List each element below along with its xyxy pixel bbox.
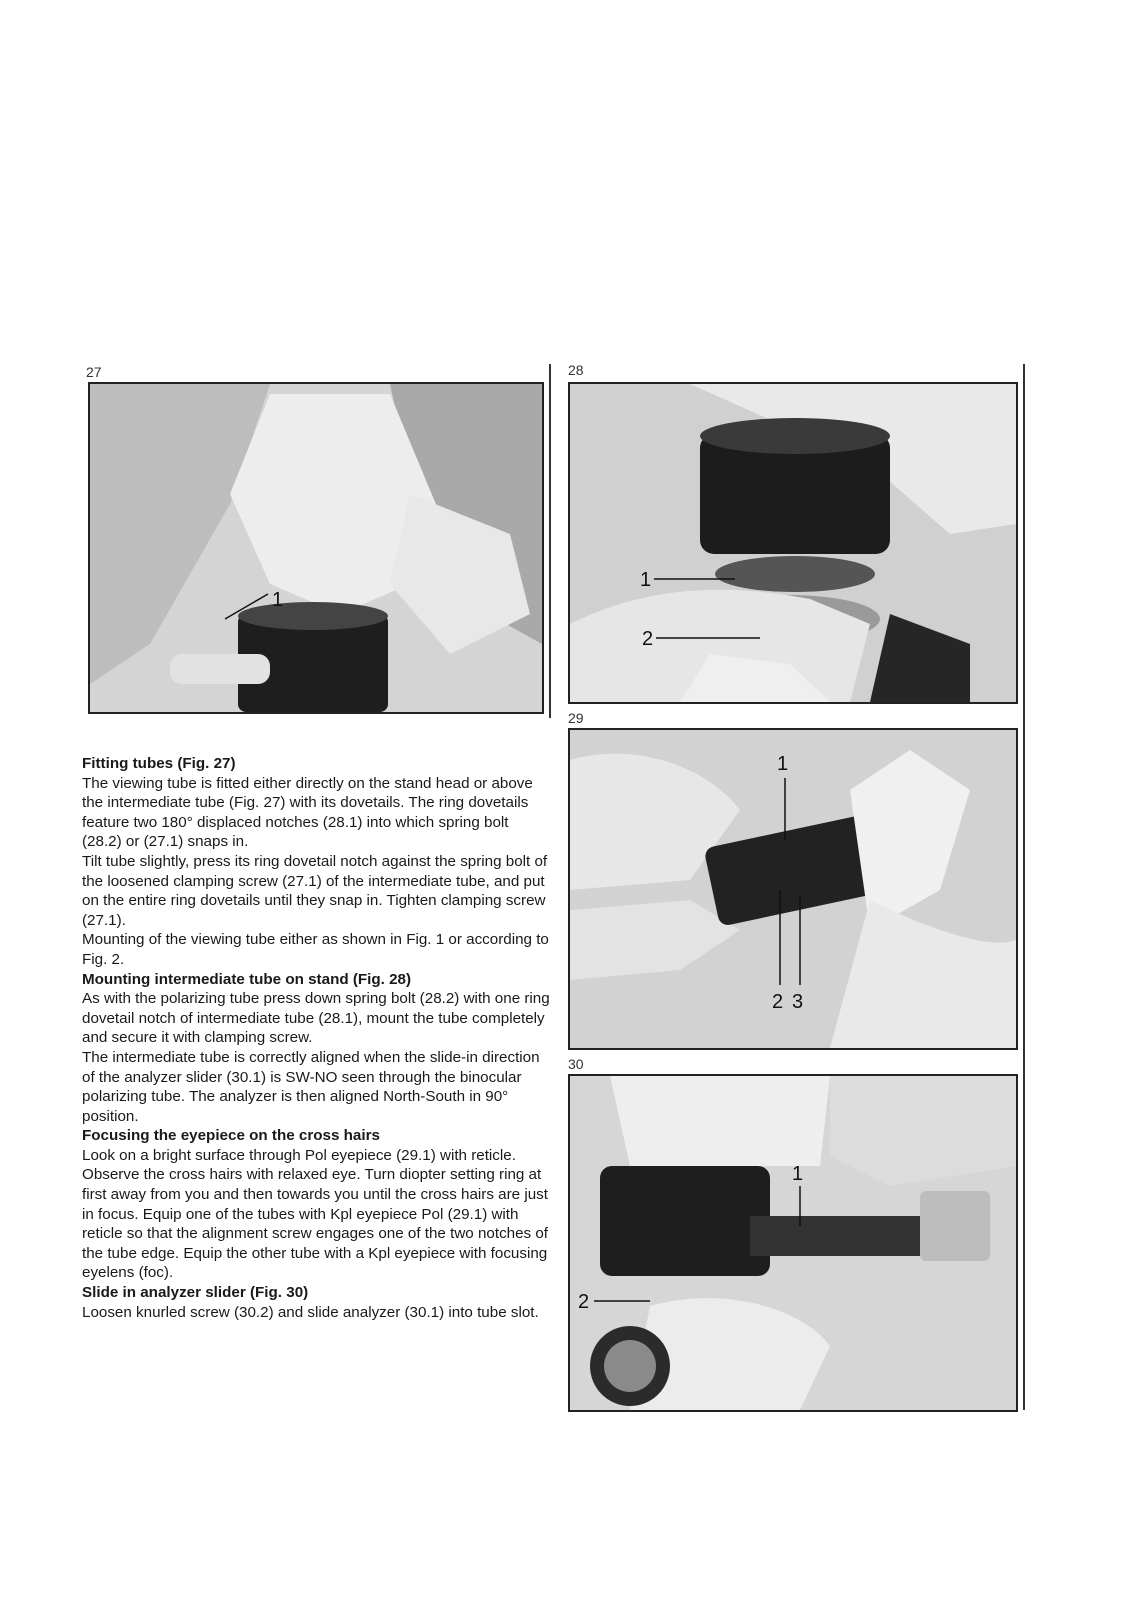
paragraph: Loosen knurled screw (30.2) and slide analyzer (30.1) into tube slot.: [82, 1303, 539, 1321]
instruction-text: [82, 754, 552, 1322]
paragraph: The intermediate tube is correctly aligned when the slide-in direction of the analyzer slider (30.1) is SW-NO seen through the binocular polarizing tube. The analyzer is then aligned North-South in 90° position.: [82, 1048, 540, 1125]
figure-29-photo: [568, 728, 1018, 1050]
paragraph: Look on a bright surface through Pol eyepiece (29.1) with reticle. Observe the cross hairs with relaxed eye. Turn diopter setting ring at first away from you and then towards you until the cross hairs are just in focus. Equip one of the tubes with Kpl eyepiece Pol (29.1) with reticle so that the alignment screw engages one of the two notches of the tube edge. Equip the other tube with a Kpl eyepiece with focusing eyelens (foc).: [82, 1146, 549, 1282]
figure-30-callout-1: 1: [792, 1163, 804, 1185]
figure-30-number: 30: [568, 1056, 584, 1072]
figure-28-callout-2: 2: [642, 628, 654, 650]
figure-30-callout-2: 2: [578, 1291, 590, 1313]
paragraph: Tilt tube slightly, press its ring dovetail notch against the spring bolt of the loosened clamping screw (27.1) of the intermediate tube, and put on the entire ring dovetails until they snap in. Tighten clamping screw (27.1).: [82, 852, 548, 929]
figure-29-illustration: [570, 730, 1016, 1048]
column-divider: [549, 364, 551, 718]
figure-30-illustration: [570, 1076, 1016, 1410]
figure-27-illustration: [90, 384, 542, 712]
figure-27-photo: [88, 382, 544, 714]
paragraph: As with the polarizing tube press down spring bolt (28.2) with one ring dovetail notch of intermediate tube (28.1), mount the tube completely and secure it with clamping screw.: [82, 990, 550, 1047]
paragraph: The viewing tube is fitted either directly on the stand head or above the intermediate tube (Fig. 27) with its dovetails. The ring dovetails feature two 180° displaced notches (28.1) into which spring bolt (28.2) or (27.1) snaps in.: [82, 774, 533, 851]
figure-28-photo: [568, 382, 1018, 704]
figure-27-number: 27: [86, 364, 102, 380]
section-heading-mounting-intermediate-tube: Mounting intermediate tube on stand (Fig. 28): [82, 970, 412, 988]
figure-27-callout-1: 1: [272, 589, 284, 611]
section-heading-analyzer-slider: Slide in analyzer slider (Fig. 30): [82, 1284, 309, 1302]
figure-28-illustration: [570, 384, 1016, 702]
paragraph: Mounting of the viewing tube either as shown in Fig. 1 or according to Fig. 2.: [82, 931, 549, 968]
figure-30-photo: [568, 1074, 1018, 1412]
right-margin-rule: [1023, 364, 1025, 1410]
section-heading-fitting-tubes: Fitting tubes (Fig. 27): [82, 755, 236, 772]
section-heading-focusing-eyepiece: Focusing the eyepiece on the cross hairs: [82, 1127, 380, 1145]
figure-29-callout-1: 1: [777, 753, 789, 775]
figure-28-callout-1: 1: [640, 569, 652, 591]
figure-29-callout-2: 2: [772, 991, 784, 1013]
figure-28-number: 28: [568, 362, 584, 378]
figure-29-callout-3: 3: [792, 991, 804, 1013]
figure-29-number: 29: [568, 710, 584, 726]
